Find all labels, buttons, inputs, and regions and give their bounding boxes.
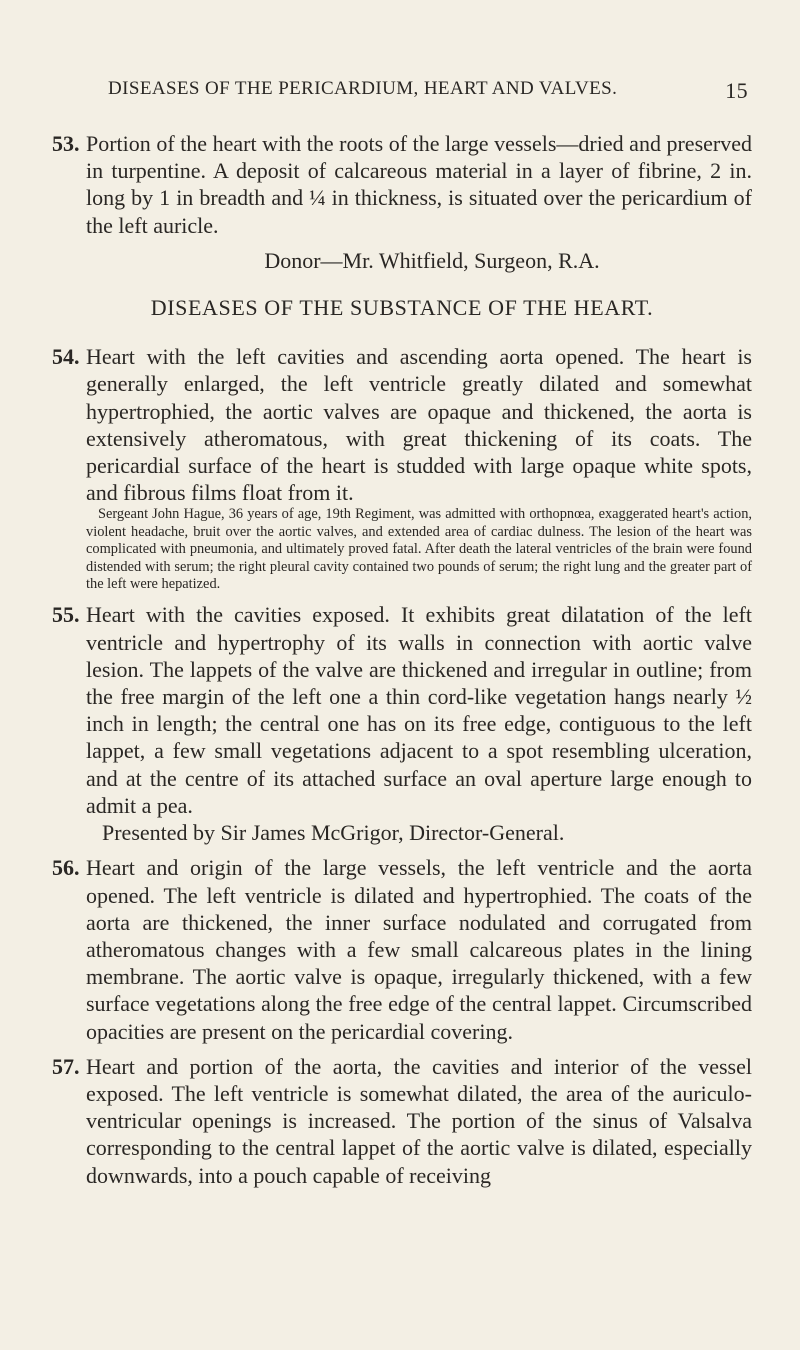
entry-text: Heart and portion of the aorta, the cavities and interior of the vessel exposed. The left ventricle is somewhat dilated, the area of the auriculo-ventricular openings is increased. The portion of the sinus of Valsalva corresponding to the central lappet of the aortic valve is dilated, especially downwards, into a pouch capable of receiving — [86, 1053, 752, 1188]
page-content — [52, 130, 752, 1197]
running-head — [108, 78, 748, 104]
entry-number: 53. — [52, 131, 80, 156]
entry-54 — [52, 343, 752, 593]
page-number: 15 — [725, 78, 748, 103]
entry-text: Heart with the left cavities and ascending aorta opened. The heart is generally enlarged, the left ventricle greatly dilated and somewhat hypertrophied, the aortic valves are opaque and thickened, the aorta is extensively atheromatous, with great thickening of its coats. The pericardial surface of the heart is studded with large opaque white spots, and fibrous films float from it. — [86, 344, 752, 506]
entry-number: 56. — [52, 855, 80, 881]
case-note: Sergeant John Hague, 36 years of age, 19th Regiment, was admitted with orthopnœa, exaggerated heart's action, violent headache, bruit over the aortic valves, and extended area of cardiac dulness. The lesion of the heart was complicated with pneumonia, and ultimately proved fatal. After death the lateral ventricles of the brain were found distended with serum; the right pleural cavity contained two pounds of serum; the right lung and the greater part of the left were hepatized. — [86, 506, 752, 593]
section-heading: DISEASES OF THE SUBSTANCE OF THE HEART. — [150, 295, 654, 321]
entry-text: Heart with the cavities exposed. It exhibits great dilatation of the left ventricle and hypertrophy of its walls in connection with aortic valve lesion. The lappets of the valve are thickened and irregular in outline; from the free margin of the left one a thin cord-like vegetation hangs nearly ½ inch in length; the central one has on its free edge, contiguous to the left lappet, a few small vegetations adjacent to a spot resembling ulceration, and at the centre of its attached surface an oval aperture large enough to admit a pea. — [86, 602, 752, 818]
entry-number: 55. — [52, 602, 80, 628]
entry-text: Portion of the heart with the roots of the large vessels—dried and preserved in turpentine. A deposit of calcareous material in a layer of fibrine, 2 in. long by 1 in breadth and ¼ in thickness, is situated over the pericardium of the left auricle. — [86, 131, 752, 238]
entry-presented-by: Presented by Sir James McGrigor, Director-General. — [102, 820, 565, 846]
entry-53 — [52, 130, 752, 239]
entry-number: 54. — [52, 344, 80, 370]
entry-text: Heart and origin of the large vessels, the left ventricle and the aorta opened. The left ventricle is dilated and hypertrophied. The coats of the aorta are thickened, the inner surface nodulated and corrugated from atheromatous changes with a few small calcareous plates in the lining membrane. The aortic valve is opaque, irregularly thickened, with a few surface vegetations along the free edge of the central lappet. Circumscribed opacities are present on the pericardial covering. — [86, 855, 752, 1044]
entry-number: 57. — [52, 1053, 80, 1079]
entry-55 — [52, 601, 752, 846]
entry-57 — [52, 1053, 752, 1189]
entry-56 — [52, 854, 752, 1044]
page-header-title: DISEASES OF THE PERICARDIUM, HEART AND VALVES. — [108, 78, 618, 99]
entry-donor: Donor—Mr. Whitfield, Surgeon, R.A. — [264, 247, 600, 273]
